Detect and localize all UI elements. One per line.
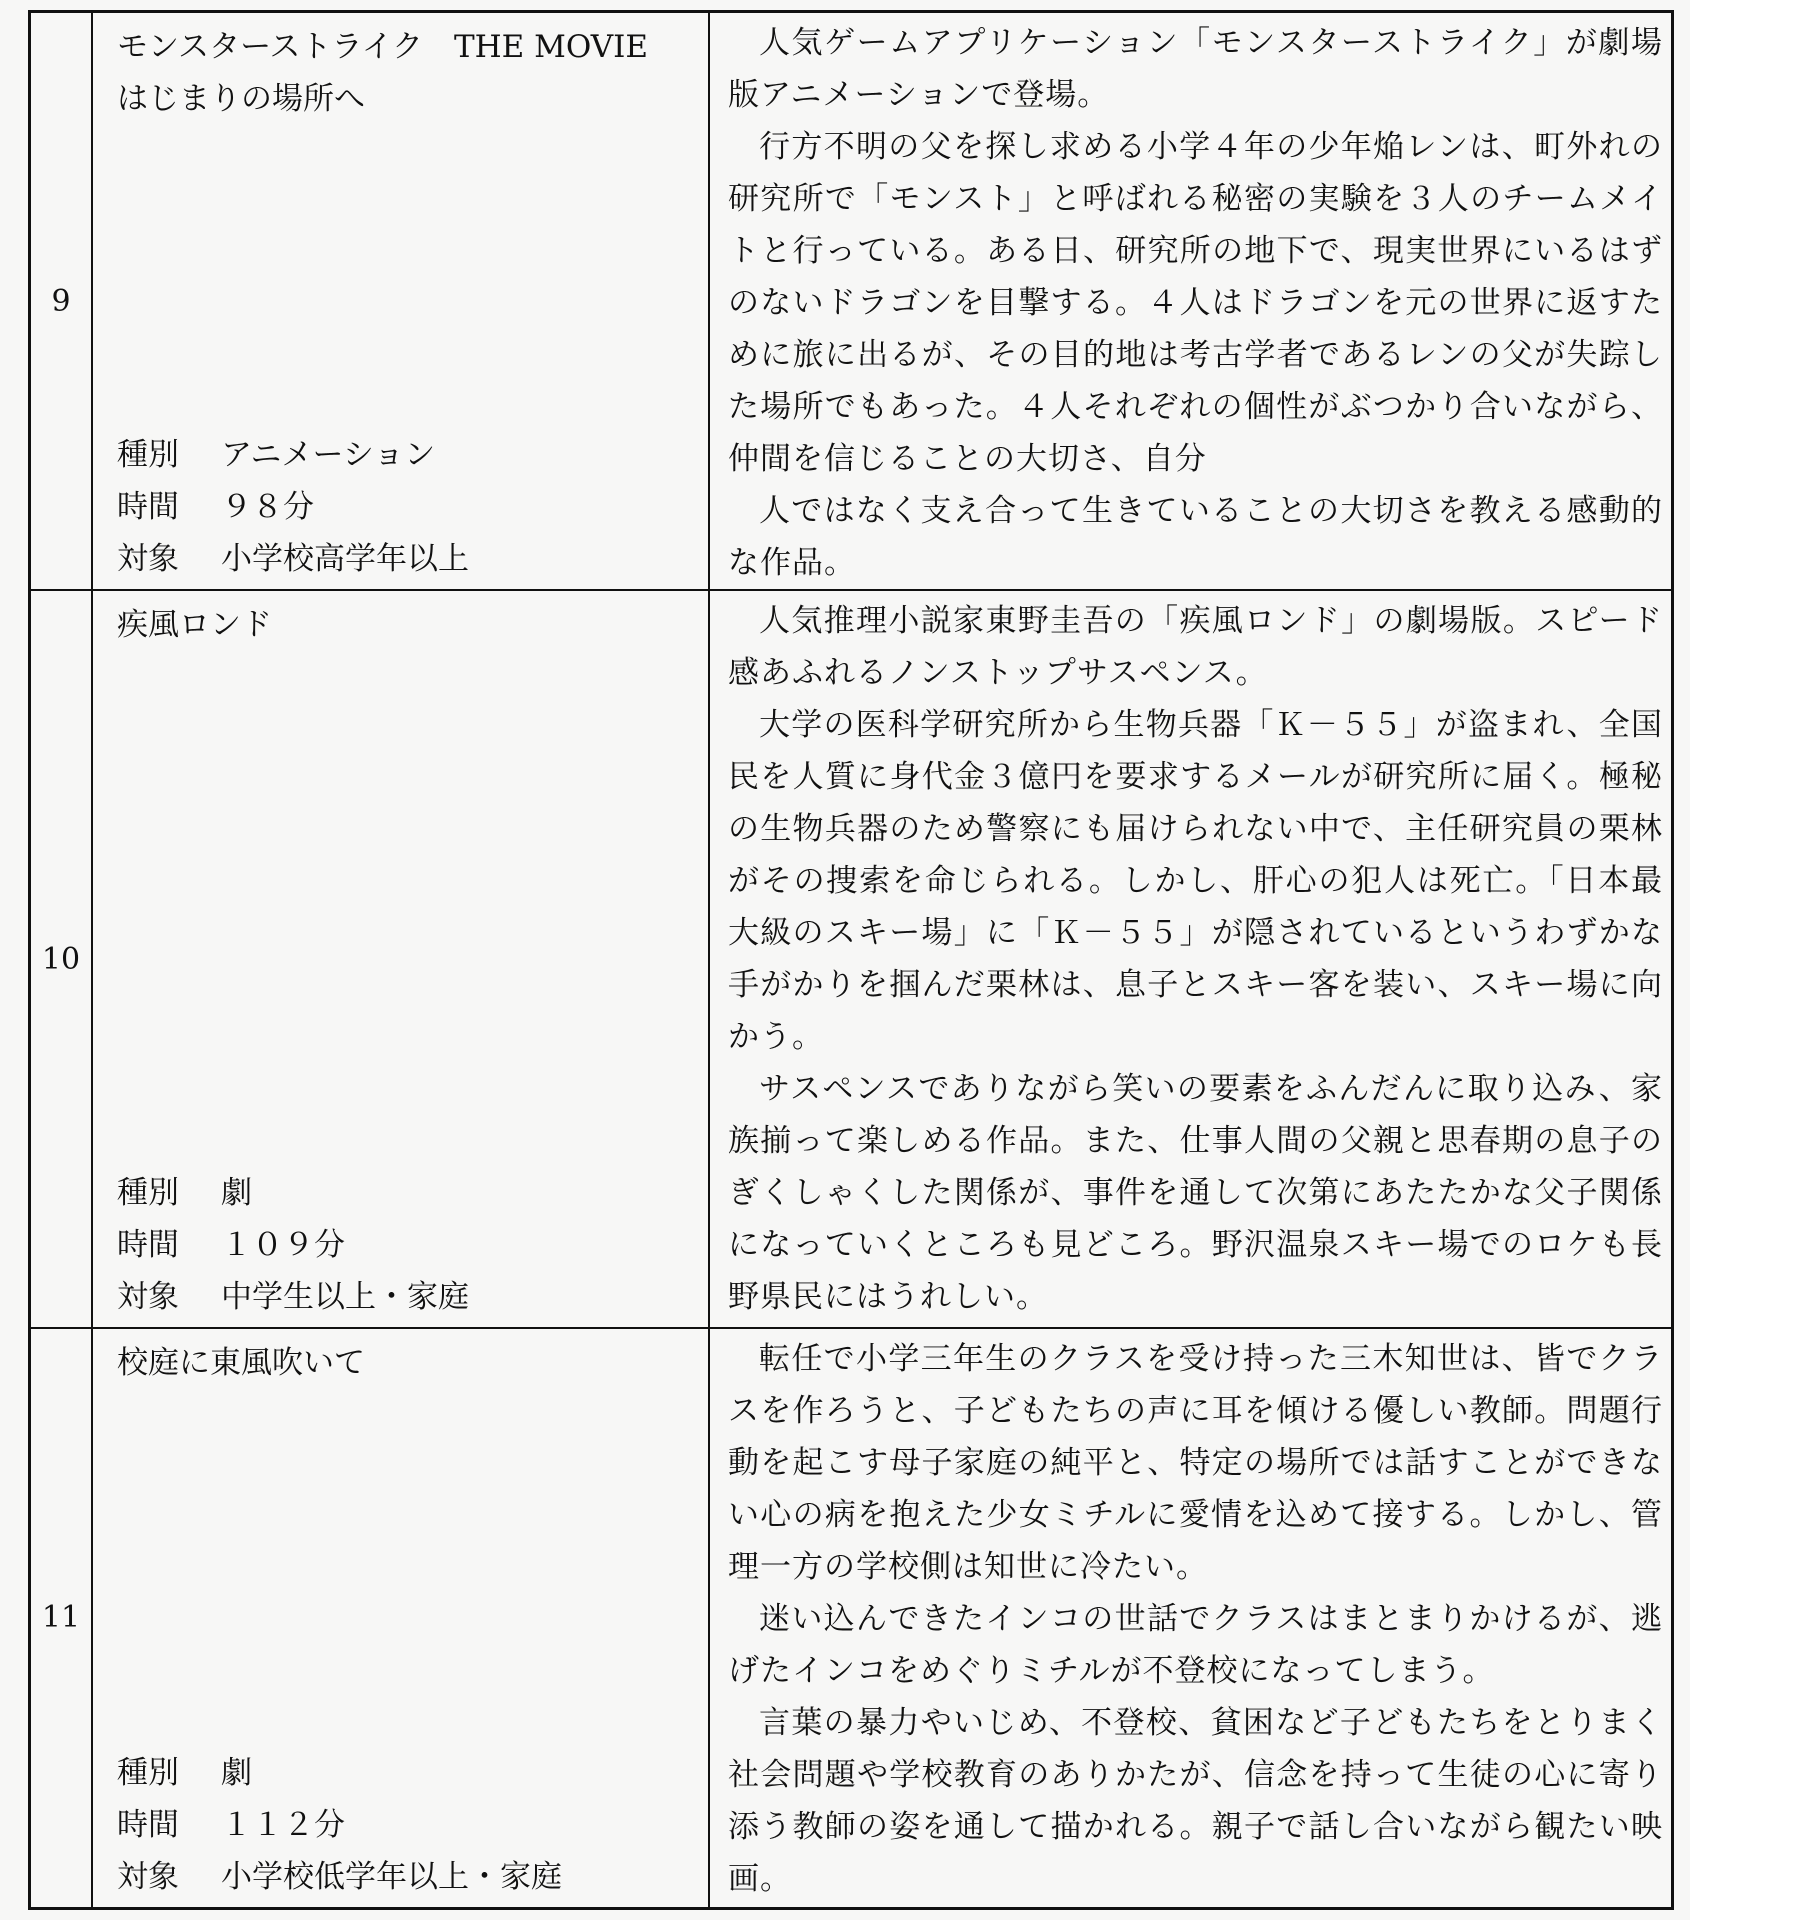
film-number: 11 [30,1328,93,1908]
film-duration [117,1799,696,1851]
description-paragraph: 転任で小学三年生のクラスを受け持った三木知世は、皆でクラスを作ろうと、子どもたちの声に耳を傾ける優しい教師。問題行動を起こす母子家庭の純平と、特定の場所では話すことができない心の病を抱えた少女ミチルに愛情を込めて接する。しかし、管理一方の学校側は知世に冷たい。 [728,1341,1663,1585]
description-paragraph: 迷い込んできたインコの世話でクラスはまとまりかけるが、逃げたインコをめぐりミチルが不登校になってしまう。 [728,1601,1663,1689]
film-info-cell [92,1328,709,1908]
film-duration [117,481,696,533]
film-row [30,590,1673,1328]
film-genre [117,1167,696,1219]
film-title-line: はじまりの場所へ [117,81,365,117]
film-number: 10 [30,590,93,1328]
film-row [30,12,1673,591]
film-title [117,1337,696,1389]
film-description [710,13,1671,589]
film-info-cell [92,590,709,1328]
film-duration [117,1219,696,1271]
meta-label: 時間 [117,1806,179,1843]
meta-label: 対象 [117,541,179,577]
film-list-table [28,10,1674,1910]
film-genre [117,429,696,481]
meta-label: 対象 [117,1279,179,1315]
description-paragraph: 行方不明の父を探し求める小学４年の少年焔レンは、町外れの研究所で「モンスト」と呼ばれる秘密の実験を３人のチームメイトと行っている。ある日、研究所の地下で、現実世界にいるはずのないドラゴンを目撃する。４人はドラゴンを元の世界に返すために旅に出るが、その目的地は考古学者であるレンの父が失踪した場所でもあった。４人それぞれの個性がぶつかり合いながら、仲間を信じることの大切さ、自分 [728,129,1663,477]
film-meta [117,1747,696,1903]
description-paragraph: 人気推理小説家東野圭吾の「疾風ロンド」の劇場版。スピード感あふれるノンストップサスペンス。 [728,603,1663,691]
meta-value: 小学校高学年以上 [221,541,469,577]
film-meta [117,429,696,585]
film-info-cell [92,12,709,591]
description-paragraph: 人ではなく支え合って生きていることの大切さを教える感動的な作品。 [728,493,1663,581]
meta-label: 時間 [117,489,179,525]
film-genre [117,1747,696,1799]
meta-value: １０９分 [221,1227,345,1263]
film-title-line: 疾風ロンド [117,607,272,643]
meta-label: 種別 [117,1754,179,1791]
description-paragraph: 人気ゲームアプリケーション「モンスターストライク」が劇場版アニメーションで登場。 [728,25,1663,113]
film-audience [117,1271,696,1323]
film-number: 9 [30,12,93,591]
meta-value: アニメーション [221,437,436,473]
meta-label: 時間 [117,1227,179,1263]
film-description [710,1329,1671,1905]
description-paragraph: 言葉の暴力やいじめ、不登校、貧困など子どもたちをとりまく社会問題や学校教育のありかたが、信念を持って生徒の心に寄り添う教師の姿を通して描かれる。親子で話し合いながら観たい映画。 [728,1705,1663,1897]
meta-value: 小学校低学年以上・家庭 [221,1858,562,1895]
film-title-line: 校庭に東風吹いて [117,1345,365,1381]
meta-label: 種別 [117,1175,179,1211]
film-title [117,599,696,651]
film-audience [117,533,696,585]
film-title [117,21,696,125]
film-row [30,1328,1673,1908]
description-paragraph: サスペンスでありながら笑いの要素をふんだんに取り込み、家族揃って楽しめる作品。また、仕事人間の父親と思春期の息子のぎくしゃくした関係が、事件を通して次第にあたたかな父子関係になっていくところも見どころ。野沢温泉スキー場でのロケも長野県民にはうれしい。 [728,1071,1663,1315]
meta-label: 種別 [117,437,179,473]
meta-value: 劇 [221,1754,252,1791]
meta-value: ９８分 [221,489,314,525]
meta-value: 劇 [221,1175,252,1211]
meta-value: 中学生以上・家庭 [221,1279,469,1315]
description-paragraph: 大学の医科学研究所から生物兵器「Ｋ－５５」が盗まれ、全国民を人質に身代金３億円を要求するメールが研究所に届く。極秘の生物兵器のため警察にも届けられない中で、主任研究員の栗林がその捜索を命じられる。しかし、肝心の犯人は死亡。「日本最大級のスキー場」に「Ｋ－５５」が隠されているというわずかな手がかりを掴んだ栗林は、息子とスキー客を装い、スキー場に向かう。 [728,707,1663,1055]
meta-value: １１２分 [221,1806,345,1843]
film-audience [117,1851,696,1903]
film-description-cell [709,590,1673,1328]
meta-label: 対象 [117,1858,179,1895]
film-title-line: モンスターストライク THE MOVIE [117,29,649,65]
film-description-cell [709,12,1673,591]
film-description [710,591,1671,1323]
film-description-cell [709,1328,1673,1908]
film-meta [117,1167,696,1323]
